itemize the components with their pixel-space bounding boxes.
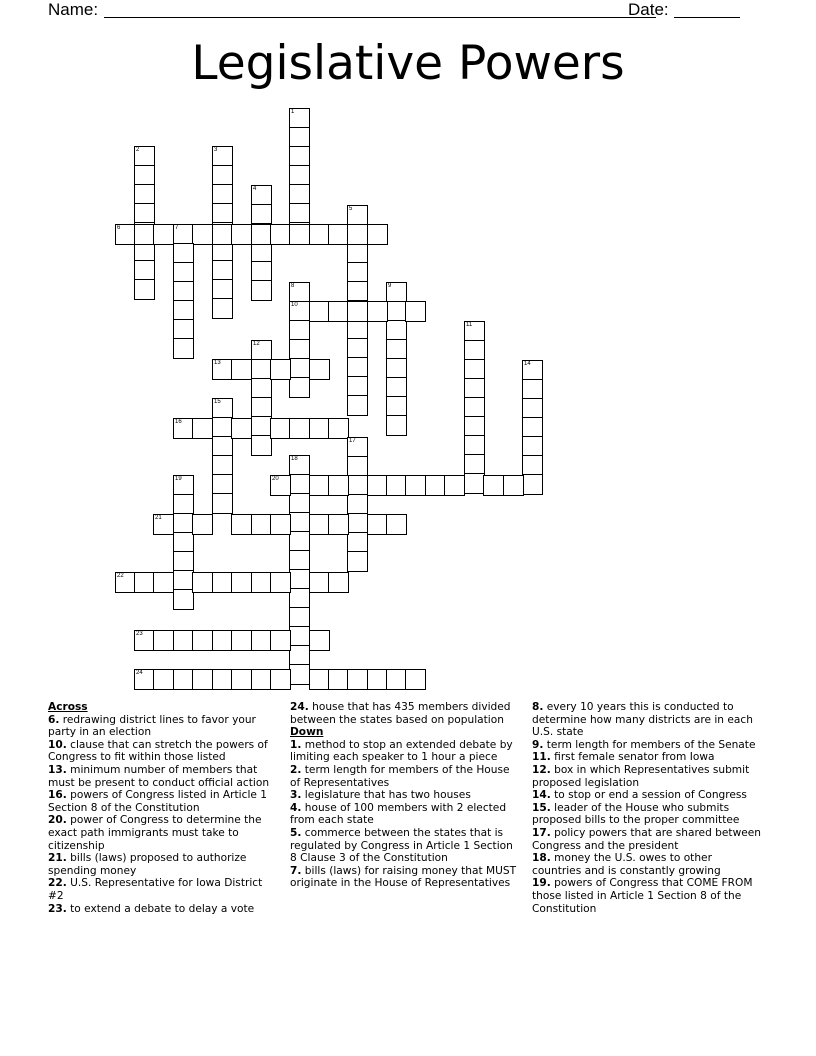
grid-cell[interactable]: [173, 418, 194, 439]
grid-cell[interactable]: [173, 551, 194, 572]
grid-cell[interactable]: [309, 359, 330, 380]
grid-cell[interactable]: [309, 630, 330, 651]
clue-text: term length for members of the Senate: [543, 738, 756, 751]
clue-item: [290, 764, 522, 789]
grid-cell[interactable]: [212, 224, 233, 245]
grid-cell[interactable]: [386, 396, 407, 417]
cell-number: 9: [388, 283, 392, 289]
grid-cell[interactable]: [289, 455, 310, 476]
grid-cell[interactable]: [347, 243, 368, 264]
clue-text: house of 100 members with 2 elected from each state: [290, 801, 507, 827]
grid-cell[interactable]: [134, 224, 155, 245]
grid-cell[interactable]: [386, 475, 407, 496]
grid-cell[interactable]: [289, 512, 310, 533]
cell-number: 20: [272, 476, 279, 482]
grid-cell[interactable]: [347, 205, 368, 226]
clue-text: commerce between the states that is regulated by Congress in Article 1 Section 8 Clause 3 of the Constitution: [290, 826, 513, 865]
grid-cell[interactable]: [522, 436, 543, 457]
grid-cell[interactable]: [212, 436, 233, 457]
grid-cell[interactable]: [289, 165, 310, 186]
grid-cell[interactable]: [347, 475, 368, 496]
grid-cell[interactable]: [173, 475, 194, 496]
clue-number: 14.: [532, 789, 551, 802]
clue-number: 9.: [532, 738, 544, 751]
grid-cell[interactable]: [153, 630, 174, 651]
grid-cell[interactable]: [212, 260, 233, 281]
clue-text: power of Congress to determine the exact path immigrants must take to citizenship: [48, 814, 262, 852]
clue-number: 6.: [48, 713, 60, 726]
grid-cell[interactable]: [231, 514, 252, 535]
grid-cell[interactable]: [173, 494, 194, 515]
grid-cell[interactable]: [134, 165, 155, 186]
grid-cell[interactable]: [173, 513, 194, 534]
grid-cell[interactable]: [386, 282, 407, 303]
grid-cell[interactable]: [328, 669, 349, 690]
clue-text: money the U.S. owes to other countries and is constantly growing: [532, 852, 721, 877]
grid-cell[interactable]: [173, 243, 194, 264]
clue-item: [532, 751, 764, 764]
clue-text: leader of the House who submits proposed bills to the proper committee: [532, 801, 740, 827]
grid-cell[interactable]: [270, 572, 291, 593]
grid-cell[interactable]: [328, 514, 349, 535]
grid-cell[interactable]: [251, 204, 272, 225]
grid-cell[interactable]: [522, 417, 543, 438]
grid-cell[interactable]: [270, 669, 291, 690]
grid-cell[interactable]: [347, 224, 368, 245]
grid-cell[interactable]: [289, 531, 310, 552]
clue-item: [532, 852, 764, 877]
clue-number: 11.: [532, 751, 551, 764]
grid-cell[interactable]: [367, 224, 388, 245]
grid-cell[interactable]: [173, 281, 194, 302]
grid-cell[interactable]: [115, 224, 136, 245]
grid-cell[interactable]: [173, 570, 194, 591]
clue-text: first female senator from Iowa: [550, 751, 715, 764]
grid-cell[interactable]: [251, 572, 272, 593]
clue-item: [532, 827, 764, 852]
grid-cell[interactable]: [289, 569, 310, 590]
cell-number: 10: [291, 302, 298, 308]
clue-item: [532, 877, 764, 915]
clue-number: 15.: [532, 801, 551, 814]
grid-cell[interactable]: [309, 224, 330, 245]
grid-cell[interactable]: [270, 630, 291, 651]
down-clue-list-continued: [532, 701, 764, 915]
cell-number: 11: [466, 322, 473, 328]
clue-number: 23.: [48, 902, 67, 915]
grid-cell[interactable]: [289, 224, 310, 245]
cell-number: 8: [291, 283, 295, 289]
grid-cell[interactable]: [153, 572, 174, 593]
grid-cell[interactable]: [212, 630, 233, 651]
grid-cell[interactable]: [328, 224, 349, 245]
clue-number: 3.: [290, 789, 302, 802]
clue-number: 24.: [290, 701, 309, 713]
clue-number: 8.: [532, 701, 544, 713]
grid-cell[interactable]: [289, 358, 310, 379]
cell-number: 6: [117, 225, 121, 231]
grid-cell[interactable]: [212, 398, 233, 419]
grid-cell[interactable]: [289, 550, 310, 571]
grid-cell[interactable]: [522, 455, 543, 476]
grid-cell[interactable]: [251, 630, 272, 651]
grid-cell[interactable]: [173, 300, 194, 321]
name-label: Name:: [48, 0, 99, 19]
grid-cell[interactable]: [251, 242, 272, 263]
grid-cell[interactable]: [212, 203, 233, 224]
grid-cell[interactable]: [173, 532, 194, 553]
grid-cell[interactable]: [212, 669, 233, 690]
grid-cell[interactable]: [212, 572, 233, 593]
down-clue-list: [290, 739, 522, 890]
clue-number: 20.: [48, 814, 67, 827]
clue-text: box in which Representatives submit proposed legislation: [532, 763, 750, 789]
clue-text: to stop or end a session of Congress: [550, 789, 747, 802]
across-clue-list-continued: [290, 701, 522, 726]
date-label: Date:: [628, 0, 669, 19]
clue-text: U.S. Representative for Iowa District #2: [48, 877, 263, 902]
grid-cell[interactable]: [134, 203, 155, 224]
grid-cell[interactable]: [251, 669, 272, 690]
grid-cell[interactable]: [231, 359, 252, 380]
grid-cell[interactable]: [270, 418, 291, 439]
grid-cell[interactable]: [270, 514, 291, 535]
grid-cell[interactable]: [289, 377, 310, 398]
grid-cell[interactable]: [231, 630, 252, 651]
grid-cell[interactable]: [309, 418, 330, 439]
grid-cell[interactable]: [192, 514, 213, 535]
clue-item: [290, 701, 522, 726]
grid-cell[interactable]: [134, 146, 155, 167]
grid-cell[interactable]: [134, 572, 155, 593]
grid-cell[interactable]: [386, 301, 407, 322]
grid-cell[interactable]: [464, 416, 485, 437]
grid-cell[interactable]: [115, 572, 136, 593]
grid-cell[interactable]: [134, 184, 155, 205]
grid-cell[interactable]: [367, 301, 388, 322]
grid-cell[interactable]: [347, 494, 368, 515]
down-heading: Down: [290, 726, 324, 739]
clue-number: 21.: [48, 852, 67, 865]
clue-item: [290, 789, 522, 802]
clue-text: policy powers that are shared between Congress and the president: [532, 826, 761, 852]
clue-item: [532, 701, 764, 739]
grid-cell[interactable]: [192, 630, 213, 651]
grid-cell[interactable]: [347, 262, 368, 283]
grid-cell[interactable]: [251, 416, 272, 437]
cell-number: 3: [214, 147, 218, 153]
grid-cell[interactable]: [212, 474, 233, 495]
clue-number: 2.: [290, 763, 302, 776]
clue-number: 1.: [290, 738, 302, 751]
grid-cell[interactable]: [289, 474, 310, 495]
grid-cell[interactable]: [251, 378, 272, 399]
grid-cell[interactable]: [289, 108, 310, 129]
clue-text: method to stop an extended debate by limiting each speaker to 1 hour a piece: [290, 738, 513, 764]
grid-cell[interactable]: [270, 224, 291, 245]
grid-cell[interactable]: [212, 298, 233, 319]
grid-cell[interactable]: [251, 340, 272, 361]
clue-text: clause that can stretch the powers of Congress to fit within those listed: [48, 738, 268, 764]
grid-cell[interactable]: [464, 359, 485, 380]
grid-cell[interactable]: [464, 473, 485, 494]
grid-cell[interactable]: [328, 475, 349, 496]
grid-cell[interactable]: [483, 475, 504, 496]
grid-cell[interactable]: [386, 358, 407, 379]
grid-cell[interactable]: [251, 280, 272, 301]
clue-number: 10.: [48, 738, 67, 751]
grid-cell[interactable]: [464, 378, 485, 399]
grid-cell[interactable]: [464, 397, 485, 418]
grid-cell[interactable]: [405, 669, 426, 690]
grid-cell[interactable]: [522, 360, 543, 381]
grid-cell[interactable]: [251, 185, 272, 206]
grid-cell[interactable]: [444, 475, 465, 496]
grid-cell[interactable]: [212, 493, 233, 514]
grid-cell[interactable]: [289, 588, 310, 609]
cell-number: 1: [291, 109, 295, 115]
clue-number: 13.: [48, 763, 67, 776]
clue-item: [532, 802, 764, 827]
cell-number: 4: [253, 186, 257, 192]
grid-cell[interactable]: [309, 514, 330, 535]
grid-cell[interactable]: [134, 279, 155, 300]
cell-number: 17: [349, 438, 356, 444]
clue-number: 4.: [290, 801, 302, 814]
grid-cell[interactable]: [347, 437, 368, 458]
grid-cell[interactable]: [347, 301, 368, 322]
grid-cell[interactable]: [367, 475, 388, 496]
grid-cell[interactable]: [251, 514, 272, 535]
grid-cell[interactable]: [503, 475, 524, 496]
clue-item: [290, 802, 522, 827]
clue-text: redrawing district lines to favor your party in an election: [48, 713, 256, 739]
cell-number: 14: [524, 361, 531, 367]
grid-cell[interactable]: [289, 645, 310, 666]
grid-cell[interactable]: [231, 572, 252, 593]
clue-text: bills (laws) for raising money that MUST originate in the House of Representatives: [290, 864, 517, 890]
grid-cell[interactable]: [464, 435, 485, 456]
grid-cell[interactable]: [386, 339, 407, 360]
clue-item: [290, 827, 522, 865]
clue-number: 18.: [532, 852, 551, 865]
clues-column-1: [48, 701, 280, 915]
clue-item: [290, 739, 522, 764]
cell-number: 13: [214, 360, 221, 366]
clue-text: powers of Congress that COME FROM those listed in Article 1 Section 8 of the Constitution: [532, 877, 753, 915]
grid-cell[interactable]: [328, 301, 349, 322]
clue-number: 17.: [532, 826, 551, 839]
grid-cell[interactable]: [212, 359, 233, 380]
grid-cell[interactable]: [289, 184, 310, 205]
grid-cell[interactable]: [405, 475, 426, 496]
grid-cell[interactable]: [289, 282, 310, 303]
grid-cell[interactable]: [386, 320, 407, 341]
clue-text: legislature that has two houses: [301, 789, 471, 802]
grid-cell[interactable]: [270, 475, 291, 496]
grid-cell[interactable]: [309, 475, 330, 496]
grid-cell[interactable]: [251, 435, 272, 456]
grid-cell[interactable]: [347, 551, 368, 572]
grid-cell[interactable]: [153, 514, 174, 535]
grid-cell[interactable]: [153, 669, 174, 690]
grid-cell[interactable]: [134, 669, 155, 690]
grid-cell[interactable]: [289, 320, 310, 341]
grid-cell[interactable]: [134, 630, 155, 651]
grid-cell[interactable]: [231, 418, 252, 439]
grid-cell[interactable]: [464, 340, 485, 361]
grid-cell[interactable]: [347, 456, 368, 477]
grid-cell[interactable]: [289, 339, 310, 360]
grid-cell[interactable]: [173, 262, 194, 283]
cell-number: 23: [136, 631, 143, 637]
clue-text: bills (laws) proposed to authorize spending money: [48, 852, 247, 877]
grid-cell[interactable]: [347, 338, 368, 359]
grid-cell[interactable]: [347, 395, 368, 416]
grid-cell[interactable]: [173, 319, 194, 340]
grid-cell[interactable]: [289, 493, 310, 514]
clue-item: [290, 865, 522, 890]
clue-item: [48, 852, 280, 877]
grid-cell[interactable]: [367, 669, 388, 690]
clues-column-2: [290, 701, 522, 890]
clue-text: minimum number of members that must be present to conduct official action: [48, 763, 270, 789]
grid-cell[interactable]: [367, 514, 388, 535]
grid-cell[interactable]: [347, 357, 368, 378]
clue-number: 22.: [48, 877, 67, 890]
grid-cell[interactable]: [192, 669, 213, 690]
grid-cell[interactable]: [231, 669, 252, 690]
grid-cell[interactable]: [309, 301, 330, 322]
grid-cell[interactable]: [464, 454, 485, 475]
clue-item: [48, 877, 280, 902]
clue-text: to extend a debate to delay a vote: [66, 902, 255, 915]
clues-column-3: [532, 701, 764, 915]
grid-cell[interactable]: [522, 379, 543, 400]
clue-item: [532, 789, 764, 802]
grid-cell[interactable]: [347, 376, 368, 397]
grid-cell[interactable]: [347, 513, 368, 534]
grid-cell[interactable]: [347, 319, 368, 340]
cell-number: 5: [349, 206, 353, 212]
grid-cell[interactable]: [192, 224, 213, 245]
grid-cell[interactable]: [464, 321, 485, 342]
grid-cell[interactable]: [173, 630, 194, 651]
grid-cell[interactable]: [153, 224, 174, 245]
grid-cell[interactable]: [212, 417, 233, 438]
grid-cell[interactable]: [212, 184, 233, 205]
clue-number: 5.: [290, 826, 302, 839]
cell-number: 15: [214, 399, 221, 405]
grid-cell[interactable]: [173, 224, 194, 245]
cell-number: 2: [136, 147, 140, 153]
grid-cell[interactable]: [289, 626, 310, 647]
grid-cell[interactable]: [289, 127, 310, 148]
grid-cell[interactable]: [192, 572, 213, 593]
grid-cell[interactable]: [251, 261, 272, 282]
clue-item: [48, 903, 280, 916]
grid-cell[interactable]: [289, 301, 310, 322]
grid-cell[interactable]: [289, 418, 310, 439]
clue-number: 16.: [48, 789, 67, 802]
clue-item: [532, 764, 764, 789]
grid-cell[interactable]: [522, 398, 543, 419]
cell-number: 12: [253, 341, 260, 347]
grid-cell[interactable]: [347, 669, 368, 690]
across-clue-list: [48, 714, 280, 916]
cell-number: 19: [175, 476, 182, 482]
clue-item: [48, 789, 280, 814]
clue-item: [48, 714, 280, 739]
cell-number: 18: [291, 456, 298, 462]
clue-item: [48, 764, 280, 789]
clue-item: [48, 739, 280, 764]
grid-cell[interactable]: [212, 279, 233, 300]
cell-number: 7: [175, 225, 179, 231]
grid-cell[interactable]: [192, 418, 213, 439]
cell-number: 22: [117, 573, 124, 579]
clue-text: powers of Congress listed in Article 1 Section 8 of the Constitution: [48, 789, 268, 814]
cell-number: 21: [155, 515, 162, 521]
grid-cell[interactable]: [386, 415, 407, 436]
grid-cell[interactable]: [173, 338, 194, 359]
page-title: Legislative Powers: [191, 36, 625, 91]
grid-cell[interactable]: [328, 418, 349, 439]
grid-cell[interactable]: [309, 572, 330, 593]
grid-cell[interactable]: [173, 589, 194, 610]
grid-cell[interactable]: [328, 572, 349, 593]
grid-cell[interactable]: [251, 359, 272, 380]
clue-number: 7.: [290, 864, 302, 877]
grid-cell[interactable]: [289, 203, 310, 224]
across-heading: Across: [48, 701, 88, 713]
grid-cell[interactable]: [212, 146, 233, 167]
grid-cell[interactable]: [522, 474, 543, 495]
grid-cell[interactable]: [347, 281, 368, 302]
grid-cell[interactable]: [289, 607, 310, 628]
grid-cell[interactable]: [386, 669, 407, 690]
grid-cell[interactable]: [347, 532, 368, 553]
grid-cell[interactable]: [173, 669, 194, 690]
grid-cell[interactable]: [425, 475, 446, 496]
grid-cell[interactable]: [251, 224, 272, 245]
clue-text: term length for members of the House of Representatives: [290, 763, 510, 789]
grid-cell[interactable]: [251, 397, 272, 418]
clue-text: every 10 years this is conducted to determine how many districts are in each U.S. state: [532, 701, 753, 739]
clue-item: [532, 739, 764, 752]
grid-cell[interactable]: [386, 514, 407, 535]
grid-cell[interactable]: [212, 455, 233, 476]
grid-cell[interactable]: [289, 146, 310, 167]
clue-text: house that has 435 members divided between the states based on population: [290, 701, 511, 726]
grid-cell[interactable]: [405, 301, 426, 322]
grid-cell[interactable]: [289, 664, 310, 685]
cell-number: 24: [136, 670, 143, 676]
grid-cell[interactable]: [309, 669, 330, 690]
grid-cell[interactable]: [270, 359, 291, 380]
grid-cell[interactable]: [212, 165, 233, 186]
clue-item: [48, 814, 280, 852]
clue-number: 19.: [532, 877, 551, 890]
clue-number: 12.: [532, 763, 551, 776]
grid-cell[interactable]: [231, 224, 252, 245]
cell-number: 16: [175, 419, 182, 425]
grid-cell[interactable]: [134, 260, 155, 281]
grid-cell[interactable]: [386, 377, 407, 398]
